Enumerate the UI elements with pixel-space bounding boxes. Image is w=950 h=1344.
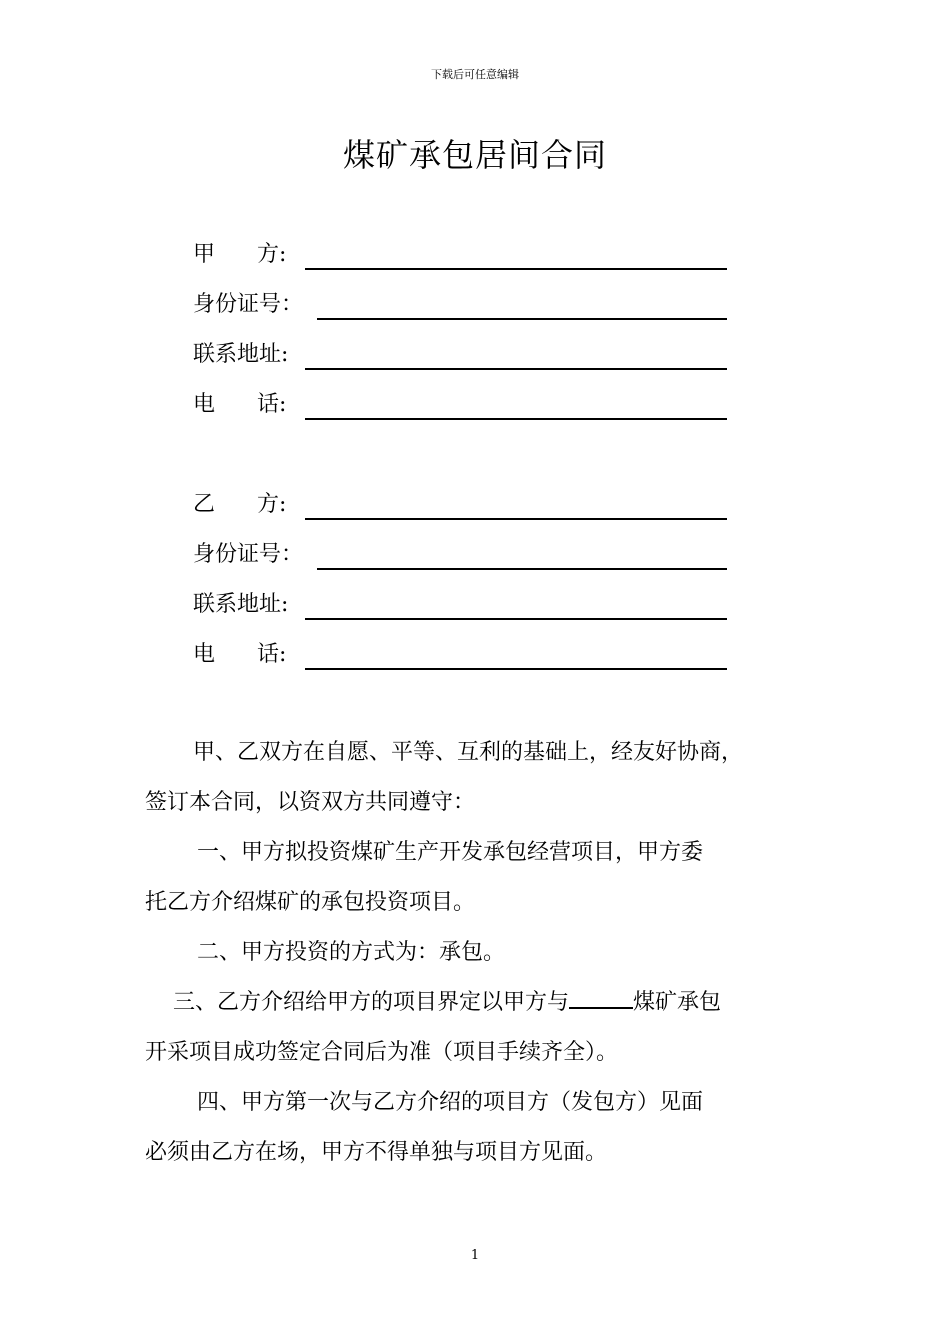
party-a-address-field[interactable] xyxy=(193,338,727,370)
clause-2-line: 二、甲方投资的方式为：承包。 xyxy=(197,940,506,965)
intro-line-2: 签订本合同，以资双方共同遵守： xyxy=(145,790,476,815)
party-b-address-label: 联系地址: xyxy=(193,592,289,617)
party-b-id-field[interactable] xyxy=(193,538,727,570)
party-b-id-label: 身份证号： xyxy=(193,542,304,567)
clause-3-line-2: 开采项目成功签定合同后为准（项目手续齐全）。 xyxy=(145,1040,619,1065)
party-a-id-field[interactable] xyxy=(193,288,727,320)
clause-4 xyxy=(145,1078,825,1178)
party-a-phone-underline xyxy=(305,418,727,420)
party-a-label: 甲 方: xyxy=(193,242,287,267)
party-b-underline xyxy=(305,518,727,520)
clause-3-line-1 xyxy=(145,978,825,1028)
clause-3-text-part-1: 三、乙方介绍给甲方的项目界定以甲方与 xyxy=(173,990,570,1015)
page-number: 1 xyxy=(470,1248,480,1263)
party-a-phone-field[interactable] xyxy=(193,388,727,420)
clause-3 xyxy=(145,978,825,1078)
clause-1 xyxy=(145,828,825,928)
party-b-phone-label: 电 话: xyxy=(193,642,287,667)
party-b-address-underline xyxy=(305,618,727,620)
party-b-id-underline xyxy=(317,568,727,570)
header-note: 下载后可任意编辑 xyxy=(431,68,519,81)
page-title: 煤矿承包居间合同 xyxy=(342,136,607,174)
party-b-phone-field[interactable] xyxy=(193,638,727,670)
clause-1-line-2: 托乙方介绍煤矿的承包投资项目。 xyxy=(145,890,476,915)
party-a-underline xyxy=(305,268,727,270)
clause-4-line-1: 四、甲方第一次与乙方介绍的项目方（发包方）见面 xyxy=(197,1090,704,1115)
intro-paragraph xyxy=(145,728,825,828)
party-b-field[interactable] xyxy=(193,488,727,520)
party-a-id-underline xyxy=(317,318,727,320)
party-b-address-field[interactable] xyxy=(193,588,727,620)
party-a-address-underline xyxy=(305,368,727,370)
clause-2 xyxy=(145,928,825,978)
clause-3-text-part-2: 煤矿承包 xyxy=(633,990,722,1015)
clause-1-line-1: 一、甲方拟投资煤矿生产开发承包经营项目，甲方委 xyxy=(197,840,704,865)
clause-4-line-2: 必须由乙方在场，甲方不得单独与项目方见面。 xyxy=(145,1140,608,1165)
intro-line-1: 甲、乙双方在自愿、平等、互利的基础上，经友好协商， xyxy=(193,740,744,765)
party-a-address-label: 联系地址: xyxy=(193,342,289,367)
party-a-field[interactable] xyxy=(193,238,727,270)
party-b-phone-underline xyxy=(305,668,727,670)
party-b-label: 乙 方: xyxy=(193,492,287,517)
party-a-phone-label: 电 话: xyxy=(193,392,287,417)
party-a-id-label: 身份证号： xyxy=(193,292,304,317)
clause-3-blank[interactable] xyxy=(569,989,633,1009)
